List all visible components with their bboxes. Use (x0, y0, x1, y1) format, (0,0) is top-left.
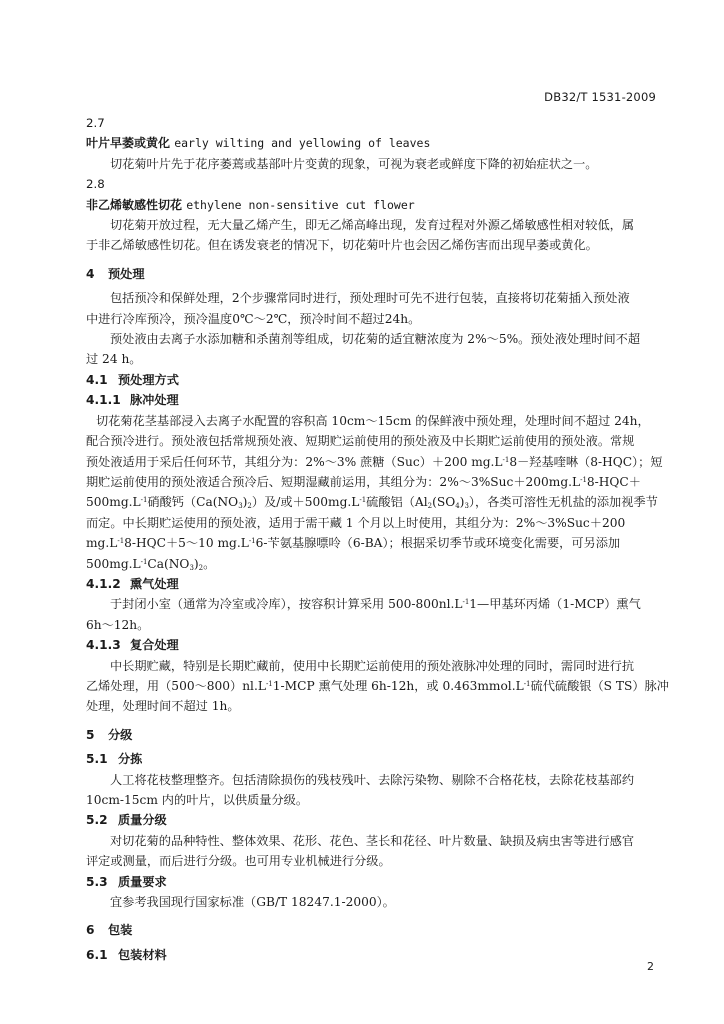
text-run: 。 (203, 556, 216, 571)
superscript: -1 (359, 496, 367, 505)
section-heading-5-2 (86, 810, 660, 830)
section-title-5: 分级 (108, 727, 133, 742)
text-run: ）及/或＋500mg.L (251, 495, 360, 510)
section-number-4-1-3: 4.1.3 (86, 638, 121, 653)
superscript: -1 (140, 557, 148, 566)
term-2-7 (86, 133, 660, 153)
section-number-4-1: 4.1 (86, 372, 108, 387)
text-run: (SO (432, 495, 456, 510)
para-4-1-3-line2 (86, 676, 669, 696)
section-heading-4 (86, 264, 660, 284)
para-4-2-line2: 过 24 h。 (86, 352, 142, 367)
section-heading-4-1-1 (86, 390, 660, 410)
text-run: 6-苄氨基腺嘌呤（6-BA）；根据采切季节或环境变化需要，可另添加 (255, 536, 621, 551)
para-5-2-line1: 对切花菊的品种特性、整体效果、花形、花色、茎长和花径、叶片数量、缺损及病虫害等进行感官 (110, 833, 635, 848)
section-heading-5-3 (86, 872, 660, 892)
section-title-5-3: 质量要求 (118, 874, 167, 889)
document-body (86, 113, 669, 965)
text-run: 8-HQC＋ (586, 474, 641, 489)
para-4-1-2-line2: 6h～12h。 (86, 617, 150, 632)
text-run: ) (459, 495, 465, 510)
subscript: 3 (189, 563, 194, 572)
section-number-5-3: 5.3 (86, 874, 108, 889)
section-title-4-1-1: 脉冲处理 (130, 393, 179, 408)
section-title-6: 包装 (108, 923, 133, 938)
section-number-6: 6 (86, 923, 95, 938)
section-title-5-1: 分拣 (118, 752, 143, 767)
text-run: 预处液适用于采后任何环节，其组分为：2%～3% 蔗糖（Suc）＋200 mg.L (86, 454, 503, 469)
text-run: 硫代硫酸银（S TS）脉冲 (530, 678, 669, 693)
text-run: ) (193, 556, 199, 571)
section-number-5-2: 5.2 (86, 813, 108, 828)
text-run: ），各类可溶性无机盐的添加视季节 (468, 495, 658, 510)
section-heading-4-1-2 (86, 574, 660, 594)
section-heading-6 (86, 920, 660, 940)
text-run: 硝酸钙（Ca(NO (147, 495, 239, 510)
term-2-7-en: early wilting and yellowing of leaves (174, 136, 431, 151)
definition-2-7: 切花菊叶片先于花序萎蔫或基部叶片变黄的现象，可视为衰老或鲜度下降的初始症状之一。 (110, 156, 598, 171)
section-number-5: 5 (86, 727, 95, 742)
superscript: -1 (502, 455, 510, 464)
superscript: -1 (580, 475, 587, 484)
section-heading-5 (86, 725, 660, 745)
para-5-3-line1: 宜参考我国现行国家标准（GB/T 18247.1-2000）。 (110, 895, 395, 910)
superscript: -1 (265, 679, 273, 688)
superscript: -1 (140, 496, 148, 505)
text-run: 1—甲基环丙烯（1-MCP）熏气 (469, 597, 641, 612)
para-4-1-3-line1: 中长期贮藏，特别是长期贮藏前，使用中长期贮运前使用的预处液脉冲处理的同时，需同时进行抗 (110, 658, 635, 673)
definition-2-8-line2: 于非乙烯敏感性切花。但在诱发衰老的情况下，切花菊叶片也会因乙烯伤害而出现早萎或黄化。 (86, 238, 598, 253)
section-number-4: 4 (86, 266, 95, 281)
standard-code: DB32/T 1531-2009 (544, 90, 656, 104)
subscript: 4 (455, 502, 460, 511)
subscript: 2 (247, 502, 252, 511)
para-4-1-line2: 中进行冷库预冷，预冷温度0℃～2℃，预冷时间不超过24h。 (86, 311, 421, 326)
para-4-1-1-line6: 而定。中长期贮运使用的预处液，适用于需干藏 1 个月以上时使用，其组分为：2%～3%Suc＋200 (86, 515, 626, 530)
clause-number-2-7: 2.7 (86, 116, 105, 130)
section-title-5-2: 质量分级 (118, 813, 167, 828)
para-4-1-1-line5 (86, 492, 660, 512)
section-heading-6-1 (86, 945, 660, 965)
text-run: mg.L (86, 536, 118, 551)
section-number-4-1-2: 4.1.2 (86, 576, 121, 591)
term-2-7-zh: 叶片早萎或黄化 (86, 136, 171, 151)
para-5-2-line2: 评定或测量，而后进行分级。也可用专业机械进行分级。 (86, 854, 391, 869)
section-title-4: 预处理 (108, 266, 145, 281)
superscript: -1 (462, 598, 470, 607)
term-2-8-zh: 非乙烯敏感性切花 (86, 197, 183, 212)
superscript: -1 (117, 537, 125, 546)
para-5-1-line2: 10cm-15cm 内的叶片，以供质量分级。 (86, 793, 309, 807)
section-title-4-1-3: 复合处理 (130, 638, 179, 653)
para-5-1-line1: 人工将花枝整理整齐。包括清除损伤的残枝残叶、去除污染物、剔除不合格花枝，去除花枝基部约 (110, 772, 635, 787)
text-run: 500mg.L (86, 495, 141, 510)
para-4-1-1-line8 (86, 554, 660, 574)
para-4-1-1-line7 (86, 533, 660, 553)
subscript: 3 (238, 502, 243, 511)
section-heading-5-1 (86, 749, 660, 769)
section-heading-4-1-3 (86, 635, 660, 655)
para-4-1-line1: 包括预冷和保鲜处理，2个步骤常同时进行，预处理时可先不进行包装，直接将切花菊插入预处液 (110, 291, 630, 306)
section-heading-4-1 (86, 370, 660, 390)
para-4-1-1-line4 (86, 472, 660, 492)
para-4-1-2-line1 (86, 594, 660, 614)
section-title-4-1-2: 熏气处理 (130, 576, 179, 591)
subscript: 2 (198, 563, 204, 572)
term-2-8 (86, 195, 660, 215)
subscript: 2 (427, 502, 433, 511)
superscript: -1 (523, 679, 531, 688)
text-run: 8-HQC＋5～10 mg.L (124, 536, 249, 551)
definition-2-8-line1: 切花菊开放过程，无大量乙烯产生，即无乙烯高峰出现，发育过程对外源乙烯敏感性相对较低，属 (110, 218, 635, 233)
para-4-2-line1: 预处液由去离子水添加糖和杀菌剂等组成，切花菊的适宜糖浓度为 2%～5%。预处液处理时间不超 (110, 332, 641, 347)
text-run: 硫酸铝（Al (366, 495, 428, 510)
text-run: 乙烯处理，用（500～800）nl.L (86, 678, 266, 693)
section-number-4-1-1: 4.1.1 (86, 393, 121, 408)
text-run: 500mg.L (86, 556, 141, 571)
page-number: 2 (647, 960, 654, 973)
para-4-1-1-line2: 配合预冷进行。预处液包括常规预处液、短期贮运前使用的预处液及中长期贮运前使用的预处液。常规 (86, 434, 635, 449)
section-title-4-1: 预处理方式 (118, 372, 179, 387)
clause-number-2-8: 2.8 (86, 177, 105, 192)
text-run: 期贮运前使用的预处液适合预冷后、短期湿藏前运用，其组分为：2%～3%Suc＋200mg.L (86, 474, 581, 489)
section-title-6-1: 包装材料 (118, 947, 167, 962)
section-number-5-1: 5.1 (86, 752, 108, 767)
text-run: Ca(NO (147, 556, 190, 571)
para-4-1-3-line3: 处理，处理时间不超过 1h。 (86, 699, 240, 714)
para-4-1-1-line3 (86, 452, 663, 472)
text-run: 于封闭小室（通常为冷室或冷库），按容积计算采用 500-800nl.L (110, 597, 463, 612)
text-run: ) (242, 495, 248, 510)
subscript: 3 (464, 502, 469, 511)
text-run: 8－羟基喹啉（8-HQC）；短 (509, 454, 663, 469)
text-run: 1-MCP 熏气处理 6h-12h，或 0.463mmol.L (272, 678, 524, 693)
section-number-6-1: 6.1 (86, 947, 108, 962)
term-2-8-en: ethylene non-sensitive cut flower (186, 197, 415, 212)
para-4-1-1-line1: 切花菊花茎基部浸入去离子水配置的容积高 10cm～15cm 的保鲜液中预处理，处理时间不超过 24h， (96, 413, 650, 428)
superscript: -1 (248, 537, 256, 546)
